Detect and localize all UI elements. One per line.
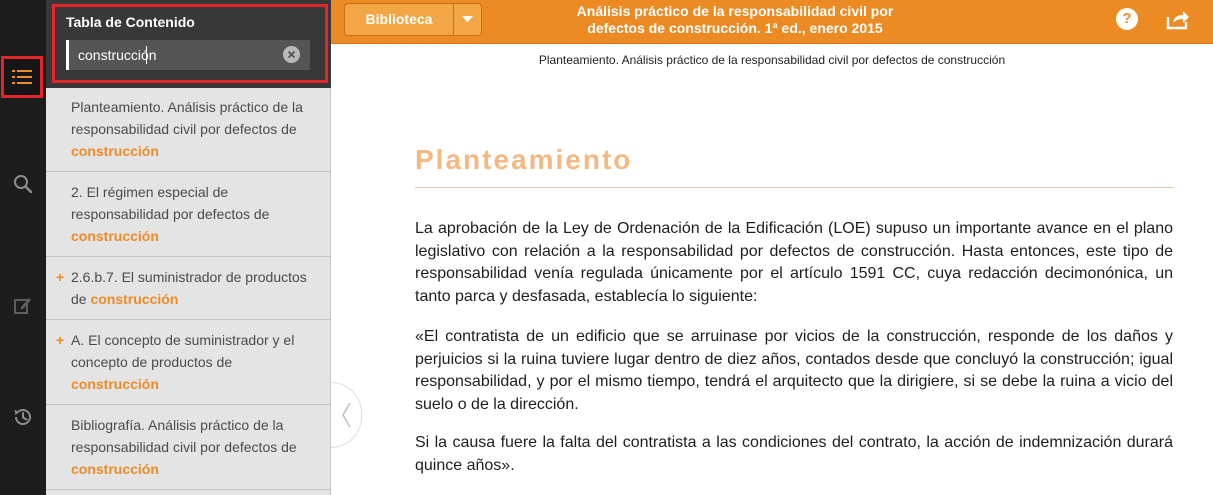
search-match: construcción (71, 461, 159, 477)
section-heading: Planteamiento (415, 144, 633, 175)
toc-result-item[interactable] (46, 257, 331, 320)
body-paragraph: Si la causa fuere la falta del contratista a las condiciones del contrato, la acción de indemnización durará quince años». (415, 434, 1173, 474)
icon-rail (0, 0, 46, 495)
library-dropdown (344, 3, 482, 36)
toc-result-item[interactable] (46, 172, 331, 257)
share-button[interactable] (1164, 5, 1192, 33)
toc-search-box (66, 40, 310, 70)
notes-button[interactable] (0, 282, 46, 328)
toc-result-text: 2.6.b.7. El suministrador de productos de (71, 269, 307, 307)
list-icon (12, 69, 32, 85)
search-button[interactable] (0, 161, 46, 207)
library-button[interactable]: Biblioteca (345, 4, 454, 35)
toc-result-text: 2. El régimen especial de responsabilidad por defectos de (71, 184, 270, 222)
toc-result-item[interactable] (46, 405, 331, 490)
text-cursor (146, 46, 147, 64)
library-menu-toggle[interactable] (454, 4, 481, 35)
toc-title: Tabla de Contenido (66, 14, 195, 30)
edit-note-icon (13, 295, 33, 315)
history-button[interactable] (0, 394, 46, 440)
toc-toggle-button[interactable] (1, 56, 43, 98)
toc-result-text: Bibliografía. Análisis práctico de la responsabilidad civil por defectos de (71, 417, 297, 455)
search-icon (13, 174, 33, 194)
toc-result-item[interactable] (46, 320, 331, 405)
heading-divider (415, 187, 1173, 188)
toc-header (46, 0, 331, 88)
clear-search-button[interactable] (283, 46, 300, 63)
search-match: construcción (71, 143, 159, 159)
collapse-panel-button[interactable] (331, 382, 362, 448)
search-match: construcción (90, 291, 179, 307)
search-match: construcción (71, 228, 159, 244)
toc-results-list (46, 88, 331, 490)
document-title: Análisis práctico de la responsabilidad civil por defectos de construcción. 1ª ed., enero 2015 (576, 3, 894, 36)
body-paragraph: «El contratista de un edificio que se arruinase por vicios de la construcción, responde de los daños y perjuicios si la ruina tuviere lugar dentro de diez años, contados desde que concluyó la construcción; igual responsabilidad, y por el mismo tiempo, tendrá el arquitecto que la dirigiere, si se debe la ruina a vicio del suelo o de la dirección. (415, 328, 1173, 413)
search-match: construcción (71, 376, 159, 392)
toc-search-input[interactable] (74, 40, 279, 70)
expand-icon[interactable]: + (56, 332, 65, 348)
body-paragraph: La aprobación de la Ley de Ordenación de la Edificación (LOE) supuso un importante avance en el plano legislativo con relación a la responsabilidad por defectos de construcción. Hasta entonces, este tipo de responsabilidad venía regulada únicamente por el artículo 1591 CC, cuya redacción decimonónica, un tanto parca y desfasada, establecía lo siguiente: (415, 220, 1173, 305)
expand-icon[interactable]: + (56, 269, 65, 285)
top-bar (331, 0, 1213, 44)
toc-result-text: A. El concepto de suministrador y el concepto de productos de (71, 332, 295, 370)
help-icon: ? (1122, 10, 1132, 27)
toc-panel (46, 0, 331, 495)
share-icon (1166, 8, 1190, 30)
document-subtitle: Planteamiento. Análisis práctico de la responsabilidad civil por defectos de construcción (538, 53, 1006, 67)
chevron-left-icon (341, 402, 351, 428)
history-icon (12, 406, 34, 428)
toc-search-accent (66, 40, 69, 70)
help-button[interactable] (1116, 8, 1138, 30)
toc-result-item[interactable] (46, 88, 331, 172)
toc-result-text: Planteamiento. Análisis práctico de la responsabilidad civil por defectos de (71, 99, 303, 137)
chevron-down-icon (462, 16, 473, 23)
close-icon (287, 50, 296, 59)
